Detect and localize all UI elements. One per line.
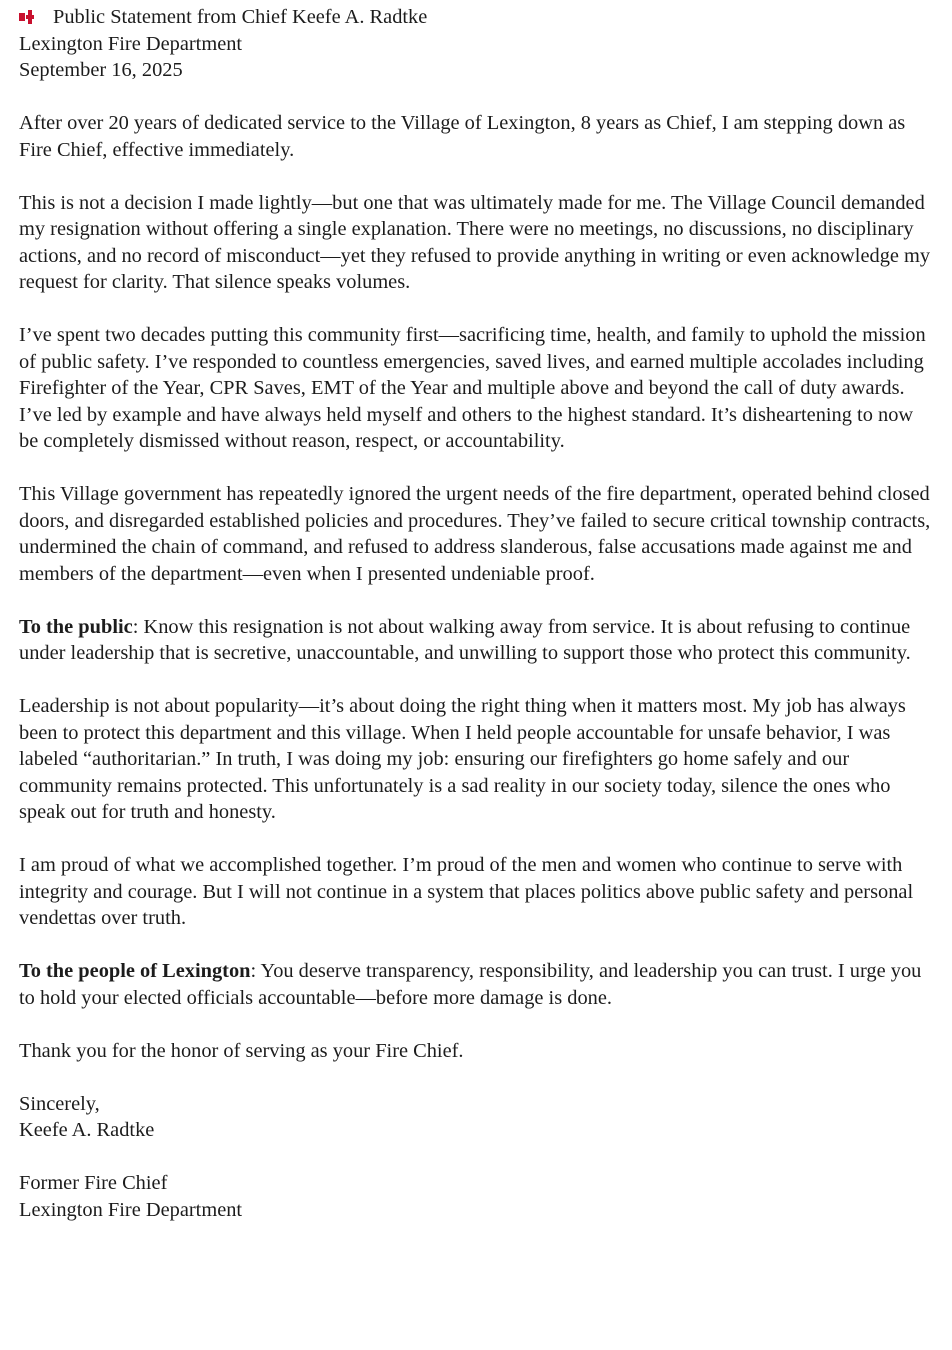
to-lexington-text: : You deserve transparency, responsibility, and leadership you can trust. I urge you to hold your elected officials accountable—before more damage is done.: [19, 960, 922, 1009]
to-the-public-text: : Know this resignation is not about walking away from service. It is about refusing to continue under leadership that is secretive, unaccountable, and unwilling to support those who protect this community.: [19, 615, 911, 664]
signoff-department: Lexington Fire Department: [19, 1198, 243, 1221]
signoff-title: Former Fire Chief: [19, 1172, 168, 1194]
statement-title: Public Statement from Chief Keefe A. Radtke: [53, 6, 428, 28]
paragraph-village-government: This Village government has repeatedly ignored the urgent needs of the fire department, operated behind closed doors, and disregarded established policies and procedures. They’ve failed to secure critical township contracts, undermined the chain of command, and refused to address slanderous, false accusations made against me and members of the department—even when I presented undeniable proof.: [19, 483, 931, 585]
paragraph-thanks: Thank you for the honor of serving as your Fire Chief.: [19, 1039, 464, 1062]
paragraph-council: This is not a decision I made lightly—but one that was ultimately made for me. The Village Council demanded my resignation without offering a single explanation. There were no meetings, no discussions, no disciplinary actions, and no record of misconduct—yet they refused to provide anything in writing or even acknowledge my request for clarity. That silence speaks volumes.: [19, 191, 931, 293]
to-the-public-label: To the public: [19, 615, 133, 638]
header-department: Lexington Fire Department: [19, 32, 243, 55]
red-flag-icon: [19, 10, 41, 24]
signoff-closing: Sincerely,: [19, 1092, 100, 1115]
paragraph-service-record: I’ve spent two decades putting this community first—sacrificing time, health, and family to uphold the mission of public safety. I’ve responded to countless emergencies, saved lives, and earned multiple accolades including Firefighter of the Year, CPR Saves, EMT of the Year and multiple above and beyond the call of duty awards. I’ve led by example and have always held myself and others to the highest standard. It’s disheartening to now be completely dismissed without reason, respect, or accountability.: [19, 324, 926, 452]
paragraph-leadership: Leadership is not about popularity—it’s about doing the right thing when it matters most. My job has always been to protect this department and this village. When I held people accountable for unsafe behavior, I was labeled “authoritarian.” In truth, I was doing my job: ensuring our firefighters go home safely and our community remains protected. This unfortunately is a sad reality in our society today, silence the ones who speak out for truth and honesty.: [19, 695, 906, 823]
statement-date: September 16, 2025: [19, 59, 183, 81]
paragraph-to-lexington: [19, 958, 934, 1011]
statement-title-line: [19, 4, 934, 31]
paragraph-pride: I am proud of what we accomplished together. I’m proud of the men and women who continue to serve with integrity and courage. But I will not continue in a system that places politics above public safety and personal vendettas over truth.: [19, 854, 914, 929]
signoff-name: Keefe A. Radtke: [19, 1119, 155, 1141]
paragraph-to-the-public: [19, 614, 934, 667]
statement-document: [19, 4, 934, 1223]
paragraph-resignation: After over 20 years of dedicated service to the Village of Lexington, 8 years as Chief, I am stepping down as Fire Chief, effective immediately.: [19, 112, 906, 161]
to-lexington-label: To the people of Lexington: [19, 960, 251, 982]
